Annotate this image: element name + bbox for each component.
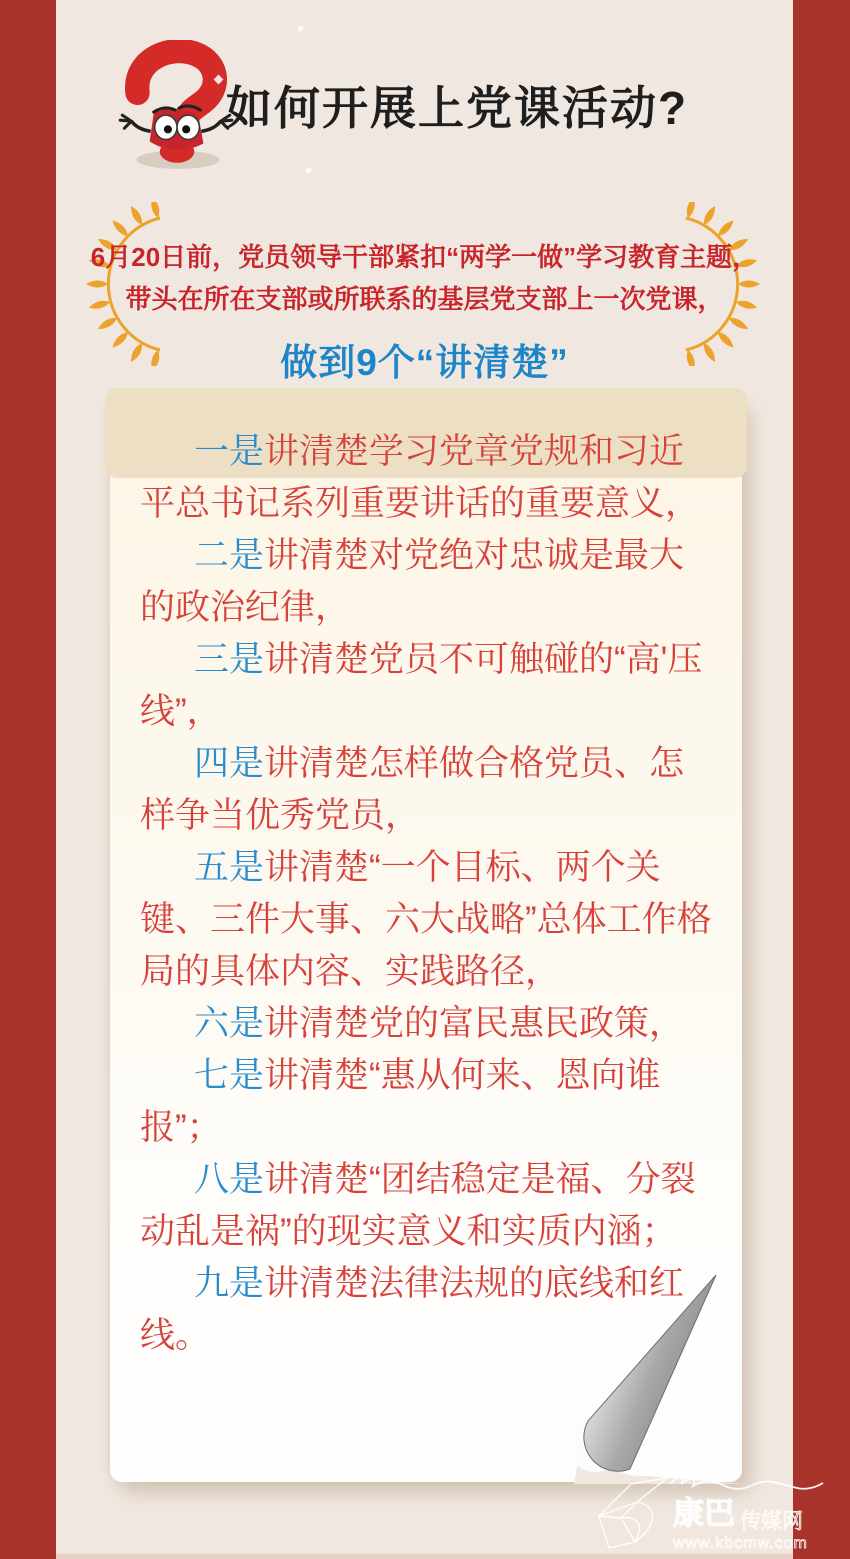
item-text: 讲清楚学习党章党规和习近平总书记系列重要讲话的重要意义， <box>140 432 701 523</box>
list-item <box>140 998 718 1050</box>
watermark-url: www.kbcmw.com <box>673 1535 808 1552</box>
watermark-site-name-main: 康巴 <box>673 1496 735 1531</box>
item-text: 讲清楚“一个目标、两个关键、三件大事、六大战略”总体工作格局的具体内容、实践路径， <box>140 848 712 991</box>
item-text: 讲清楚党的富民惠民政策， <box>264 1004 685 1043</box>
items-list <box>140 426 718 1362</box>
content-card <box>110 396 742 1482</box>
item-number: 九是 <box>194 1264 265 1303</box>
list-item <box>140 426 718 530</box>
item-text: 讲清楚“惠从何来、恩向谁报”； <box>140 1056 661 1147</box>
item-number: 六是 <box>194 1004 265 1043</box>
list-item <box>140 530 718 634</box>
item-text: 讲清楚怎样做合格党员、怎样争当优秀党员， <box>140 744 685 835</box>
list-item <box>140 1050 718 1154</box>
banner-headline: 做到9个“讲清楚” <box>280 342 569 383</box>
list-item <box>140 634 718 738</box>
watermark-site-name-rest: 传媒网 <box>740 1510 803 1533</box>
item-number: 七是 <box>194 1056 265 1095</box>
item-text: 讲清楚法律法规的底线和红线。 <box>140 1264 685 1355</box>
watermark <box>585 1468 825 1556</box>
page-title: 如何开展上党课活动? <box>226 82 689 134</box>
banner <box>56 236 793 386</box>
page-curl-icon <box>574 1269 744 1484</box>
left-red-border <box>0 0 56 1559</box>
sparkle-icon <box>305 167 312 174</box>
list-item <box>140 842 718 998</box>
banner-line-2: 带头在所在支部或所联系的基层党支部上一次党课， <box>125 284 724 314</box>
banner-line-1: 6月20日前，党员领导干部紧扣“两学一做”学习教育主题， <box>90 242 759 272</box>
question-mark-mascot-icon <box>103 40 245 172</box>
right-red-border <box>793 0 850 1559</box>
item-text: 讲清楚“团结稳定是福、分裂动乱是祸”的现实意义和实质内涵； <box>140 1160 696 1251</box>
list-item <box>140 1154 718 1258</box>
item-text: 讲清楚对党绝对忠诚是最大的政治纪律， <box>140 536 685 627</box>
item-number: 三是 <box>194 640 265 679</box>
calligraphy-swirl-icon <box>671 1477 823 1489</box>
list-item <box>140 738 718 842</box>
item-number: 八是 <box>194 1160 265 1199</box>
item-number: 一是 <box>194 432 265 471</box>
item-number: 二是 <box>194 536 265 575</box>
origami-crane-logo-icon <box>599 1478 667 1548</box>
item-number: 四是 <box>194 744 265 783</box>
item-text: 讲清楚党员不可触碰的“高'压线”， <box>140 640 703 731</box>
sparkle-icon <box>297 25 304 32</box>
item-number: 五是 <box>194 848 265 887</box>
